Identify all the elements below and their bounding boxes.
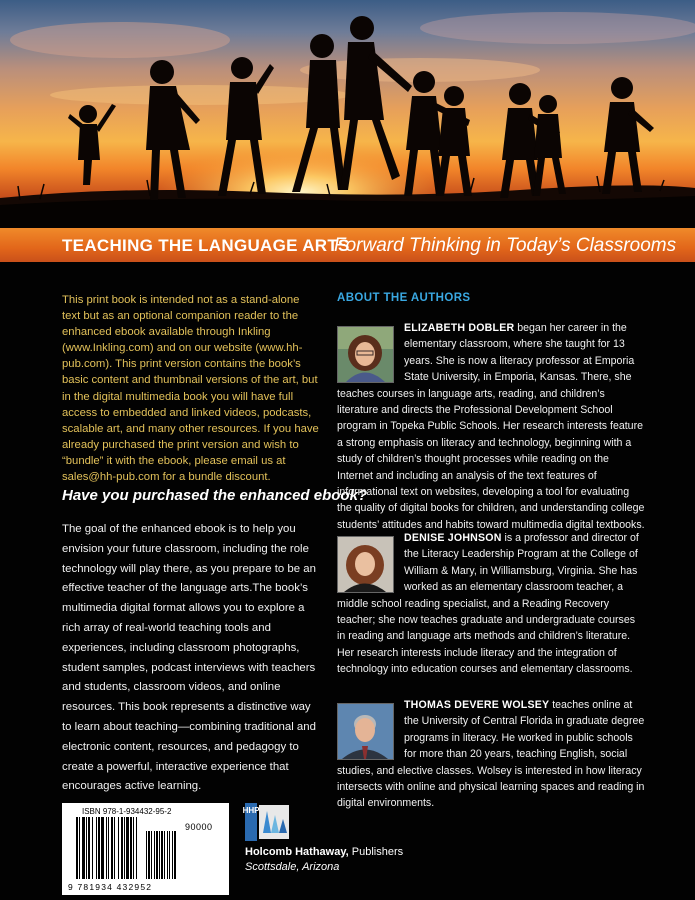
isbn-barcode bbox=[62, 803, 229, 895]
cover-photo bbox=[0, 0, 695, 228]
price-code: 90000 bbox=[185, 822, 213, 832]
author-name: THOMAS DEVERE WOLSEY bbox=[404, 699, 550, 711]
publisher-logo bbox=[242, 803, 291, 841]
title-banner bbox=[0, 228, 695, 262]
intro-paragraph: This print book is intended not as a stand-alone text but as an optional companion reader to the enhanced ebook available through Inkling (www.Inkling.com) and on our website (www.hh-pub.com). This print version contains the book’s basic content and thumbnail versions of the art, but in the digital multimedia book you will have full access to embedded and linked videos, podcasts, scalable art, and many other resources. If you have already purchased the print version and wish to “bundle” it with the ebook, please email us at sales@hh-pub.com for a bundle discount. bbox=[62, 294, 319, 484]
publisher-name: Holcomb Hathaway, bbox=[245, 846, 349, 858]
ebook-heading: Have you purchased the enhanced ebook? bbox=[62, 487, 368, 504]
book-title: TEACHING THE LANGUAGE ARTS bbox=[62, 236, 350, 255]
author-photo bbox=[337, 326, 394, 383]
publisher-name-line bbox=[245, 846, 403, 858]
barcode-bars bbox=[76, 817, 184, 881]
author-entry bbox=[337, 530, 645, 678]
children-silhouette-illustration bbox=[0, 0, 695, 228]
publisher-city: Scottsdale, Arizona bbox=[245, 861, 340, 873]
about-authors-heading: ABOUT THE AUTHORS bbox=[337, 292, 471, 304]
author-entry bbox=[337, 697, 645, 812]
publisher-logo-text: HHP bbox=[242, 806, 260, 815]
ebook-description: The goal of the enhanced ebook is to help you envision your future classroom, including the role technology will play there, as you prepare to be an effective teacher of the language arts.The book’s multimedia digital format allows you to explore a rich array of real-world teaching tools and experiences, including classroom photographs, student samples, podcast interviews with teachers and students, classroom videos, and online resources. This book represents a distinctive way to learn about teaching—combining traditional and electronic content, resources, and pedagogy to create a powerful, interactive experience that encourages active learning. bbox=[62, 523, 316, 793]
author-name: ELIZABETH DOBLER bbox=[404, 322, 515, 334]
author-photo bbox=[337, 703, 394, 760]
author-bio: began her career in the elementary classroom, where she taught for 13 years. She is now a literacy professor at Emporia State University, in Emporia, Kansas. There, she teaches courses in language arts, reading, and children’s literature and directs the Professional Development School program in Topeka Public Schools. Her research interests feature a strong emphasis on literacy and technology, beginning with a study of children’s thought processes while reading on the Internet and including an analysis of the text features of informational text on websites, developing a tool for evaluating the quality of digital books for children, and understanding college students’ attitudes and habits toward multimedia digital textbooks. bbox=[337, 322, 645, 531]
author-name: DENISE JOHNSON bbox=[404, 532, 502, 544]
author-bio: teaches online at the University of Central Florida in graduate degree programs in literacy. He worked in public schools for more than 20 years, teaching English, social studies, and elective classes. Wolsey is interested in how literacy intersects with online and physical learning spaces and reading in digital environments. bbox=[337, 699, 645, 810]
author-photo bbox=[337, 536, 394, 593]
author-entry bbox=[337, 320, 645, 533]
isbn-number: ISBN 978-1-934432-95-2 bbox=[82, 807, 172, 816]
publisher-suffix: Publishers bbox=[348, 846, 404, 858]
barcode-digits: 9 781934 432952 bbox=[68, 882, 153, 892]
book-subtitle: Forward Thinking in Today’s Classrooms bbox=[334, 235, 677, 256]
author-bio: is a professor and director of the Literacy Leadership Program at the College of William & Mary, in Williamsburg, Virginia. She has worked as an elementary classroom teacher, a middle school reading specialist, and a Reading Recovery teacher; she now teaches graduate and undergraduate courses in reading and language arts methods and children’s literature. Her research interests include literacy and the integration of technology into education courses and elementary classrooms. bbox=[337, 532, 639, 676]
